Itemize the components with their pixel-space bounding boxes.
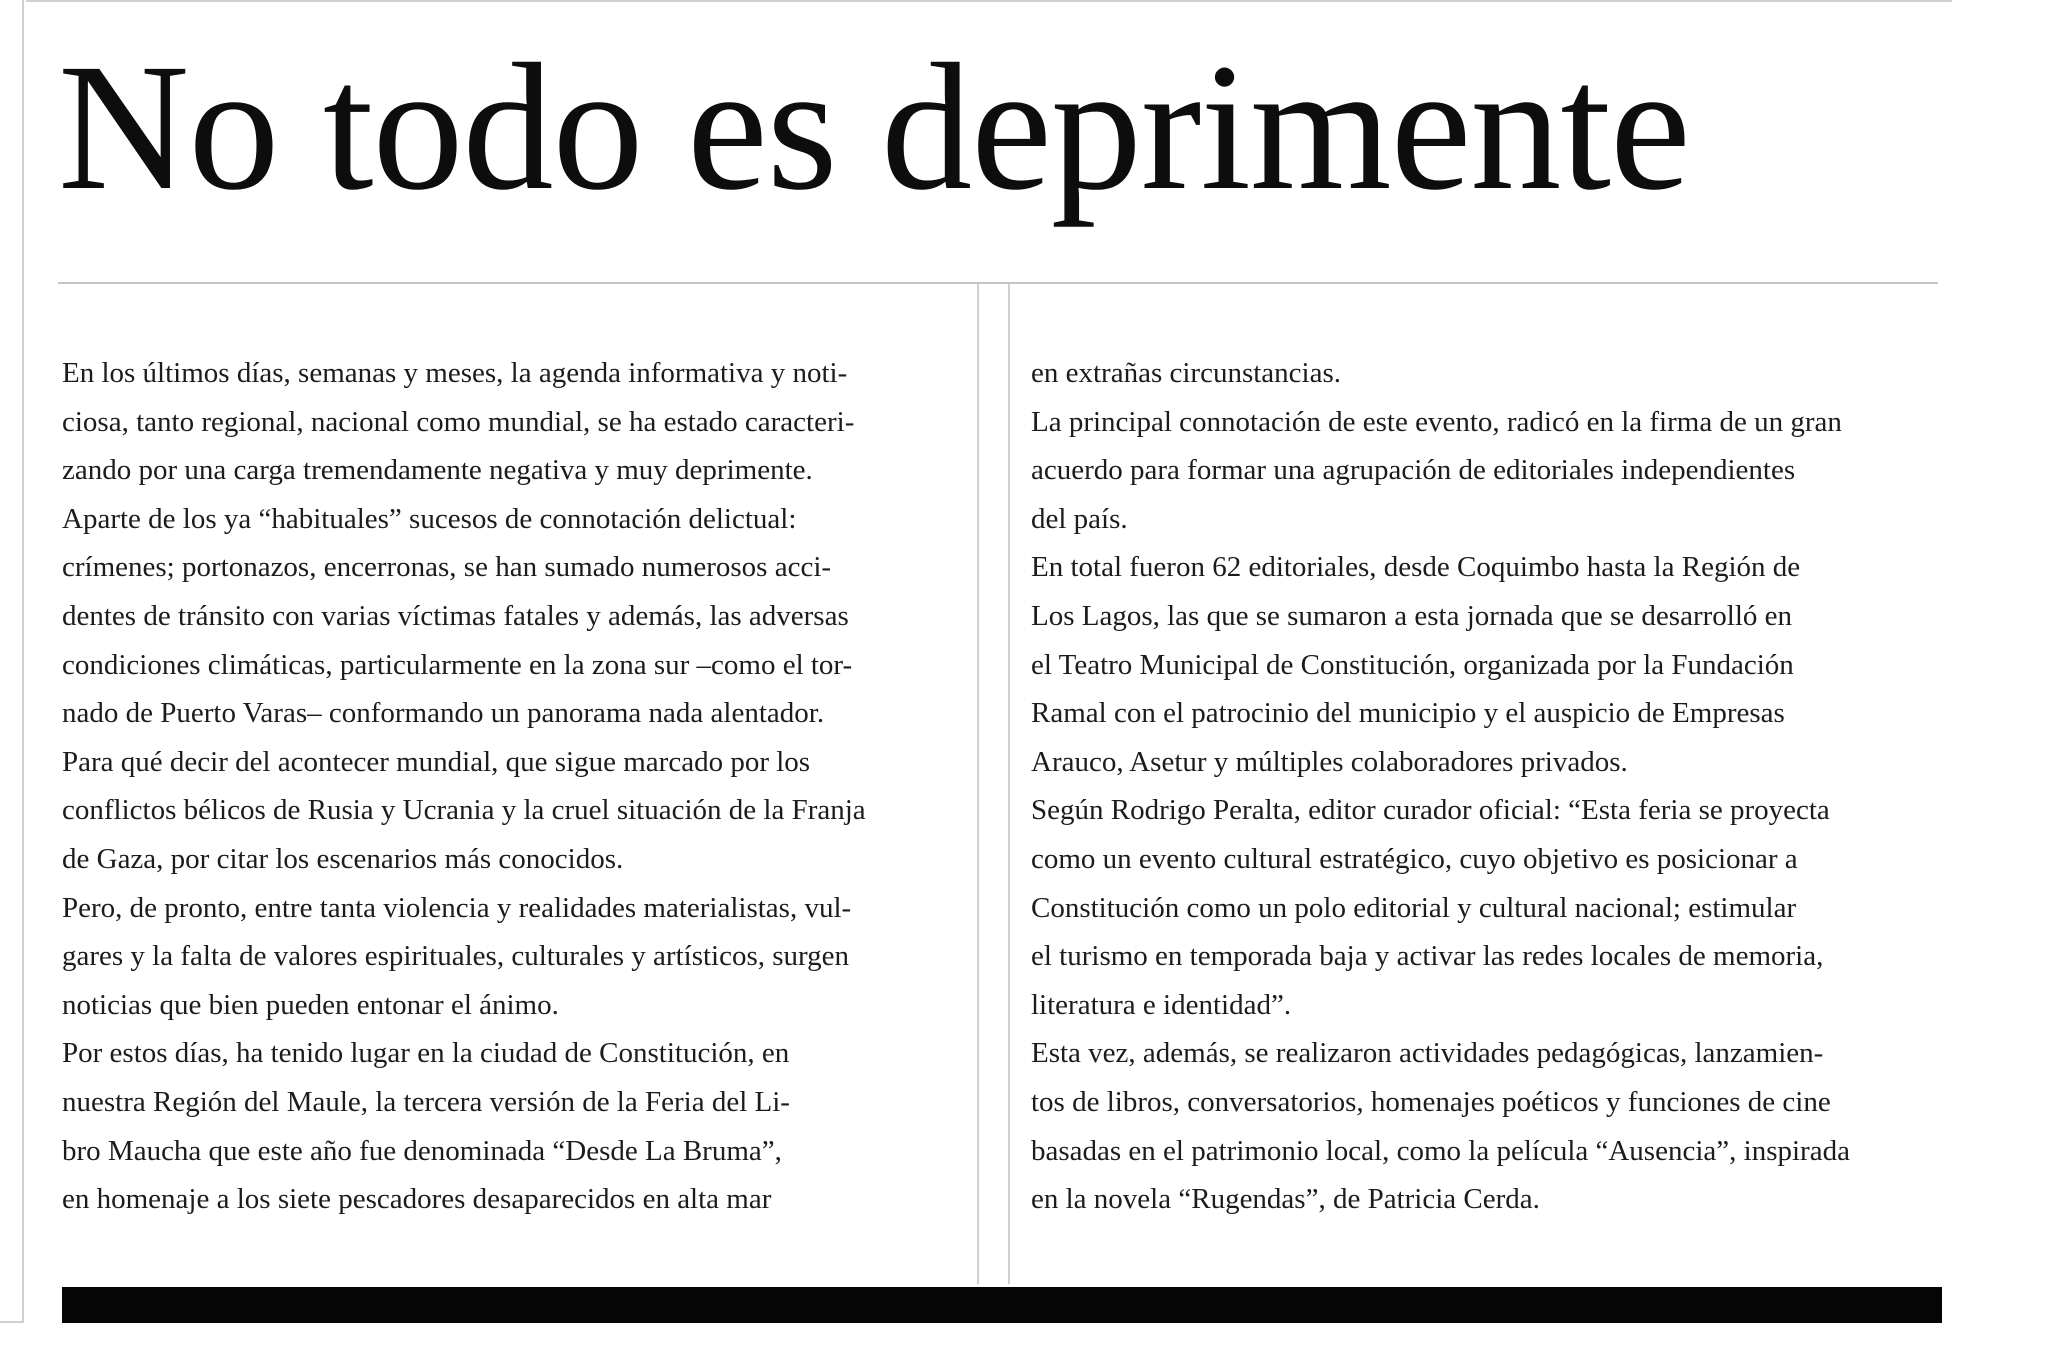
body-line: Pero, de pronto, entre tanta violencia y realidades materialistas, vul- [62, 891, 852, 924]
body-line: en extrañas circunstancias. [1031, 357, 1341, 389]
body-line: Para qué decir del acontecer mundial, que sigue marcado por los [62, 745, 811, 778]
body-line: zando por una carga tremendamente negativa y muy deprimente. [62, 454, 813, 487]
article-column-right [1031, 349, 1850, 1224]
body-line: en homenaje a los siete pescadores desaparecidos en alta mar [62, 1183, 772, 1216]
body-line: La principal connotación de este evento, radicó en la firma de un gran [1031, 405, 1842, 438]
footer-black-bar [62, 1287, 1942, 1323]
body-line: noticias que bien pueden entonar el ánimo. [62, 988, 559, 1021]
column-divider-right [1008, 284, 1010, 1284]
body-line: Ramal con el patrocinio del municipio y el auspicio de Empresas [1031, 697, 1785, 730]
body-line: Arauco, Asetur y múltiples colaboradores privados. [1031, 745, 1628, 778]
body-line: crímenes; portonazos, encerronas, se han sumado numerosos acci- [62, 551, 832, 584]
column-divider-left [977, 284, 979, 1284]
body-line: Los Lagos, las que se sumaron a esta jornada que se desarrolló en [1031, 599, 1793, 632]
top-border-rule [26, 0, 1952, 2]
body-line: basadas en el patrimonio local, como la película “Ausencia”, inspirada [1031, 1134, 1850, 1167]
body-line: literatura e identidad”. [1031, 988, 1292, 1021]
body-line: tos de libros, conversatorios, homenajes poéticos y funciones de cine [1031, 1085, 1831, 1118]
body-line: condiciones climáticas, particularmente en la zona sur –como el tor- [62, 648, 853, 681]
article-headline: No todo es deprimente [58, 27, 1690, 228]
body-line: acuerdo para formar una agrupación de editoriales independientes [1031, 454, 1796, 487]
body-line: En los últimos días, semanas y meses, la agenda informativa y noti- [62, 357, 848, 389]
left-border-foot [0, 1321, 24, 1323]
body-line: en la novela “Rugendas”, de Patricia Cerda. [1031, 1183, 1540, 1216]
body-line: el Teatro Municipal de Constitución, organizada por la Fundación [1031, 648, 1794, 681]
body-line: Aparte de los ya “habituales” sucesos de connotación delictual: [62, 502, 797, 535]
body-line: Según Rodrigo Peralta, editor curador oficial: “Esta feria se proyecta [1031, 794, 1830, 827]
body-line: como un evento cultural estratégico, cuyo objetivo es posicionar a [1031, 842, 1798, 875]
body-line: Por estos días, ha tenido lugar en la ciudad de Constitución, en [62, 1037, 790, 1070]
body-line: nuestra Región del Maule, la tercera versión de la Feria del Li- [62, 1085, 790, 1118]
body-line: Constitución como un polo editorial y cultural nacional; estimular [1031, 891, 1797, 924]
body-line: del país. [1031, 502, 1128, 535]
body-line: bro Maucha que este año fue denominada “Desde La Bruma”, [62, 1134, 782, 1167]
article-column-left [62, 349, 866, 1224]
body-line: el turismo en temporada baja y activar las redes locales de memoria, [1031, 940, 1824, 973]
body-line: gares y la falta de valores espirituales, culturales y artísticos, surgen [62, 940, 850, 973]
body-line: En total fueron 62 editoriales, desde Coquimbo hasta la Región de [1031, 551, 1801, 584]
body-line: ciosa, tanto regional, nacional como mundial, se ha estado caracteri- [62, 405, 855, 438]
left-border-rule [22, 0, 24, 1322]
headline-divider [58, 282, 1938, 284]
body-line: de Gaza, por citar los escenarios más conocidos. [62, 842, 624, 875]
body-line: conflictos bélicos de Rusia y Ucrania y la cruel situación de la Franja [62, 794, 866, 827]
body-line: dentes de tránsito con varias víctimas fatales y además, las adversas [62, 599, 849, 632]
body-line: nado de Puerto Varas– conformando un panorama nada alentador. [62, 697, 825, 730]
body-line: Esta vez, además, se realizaron actividades pedagógicas, lanzamien- [1031, 1037, 1824, 1070]
